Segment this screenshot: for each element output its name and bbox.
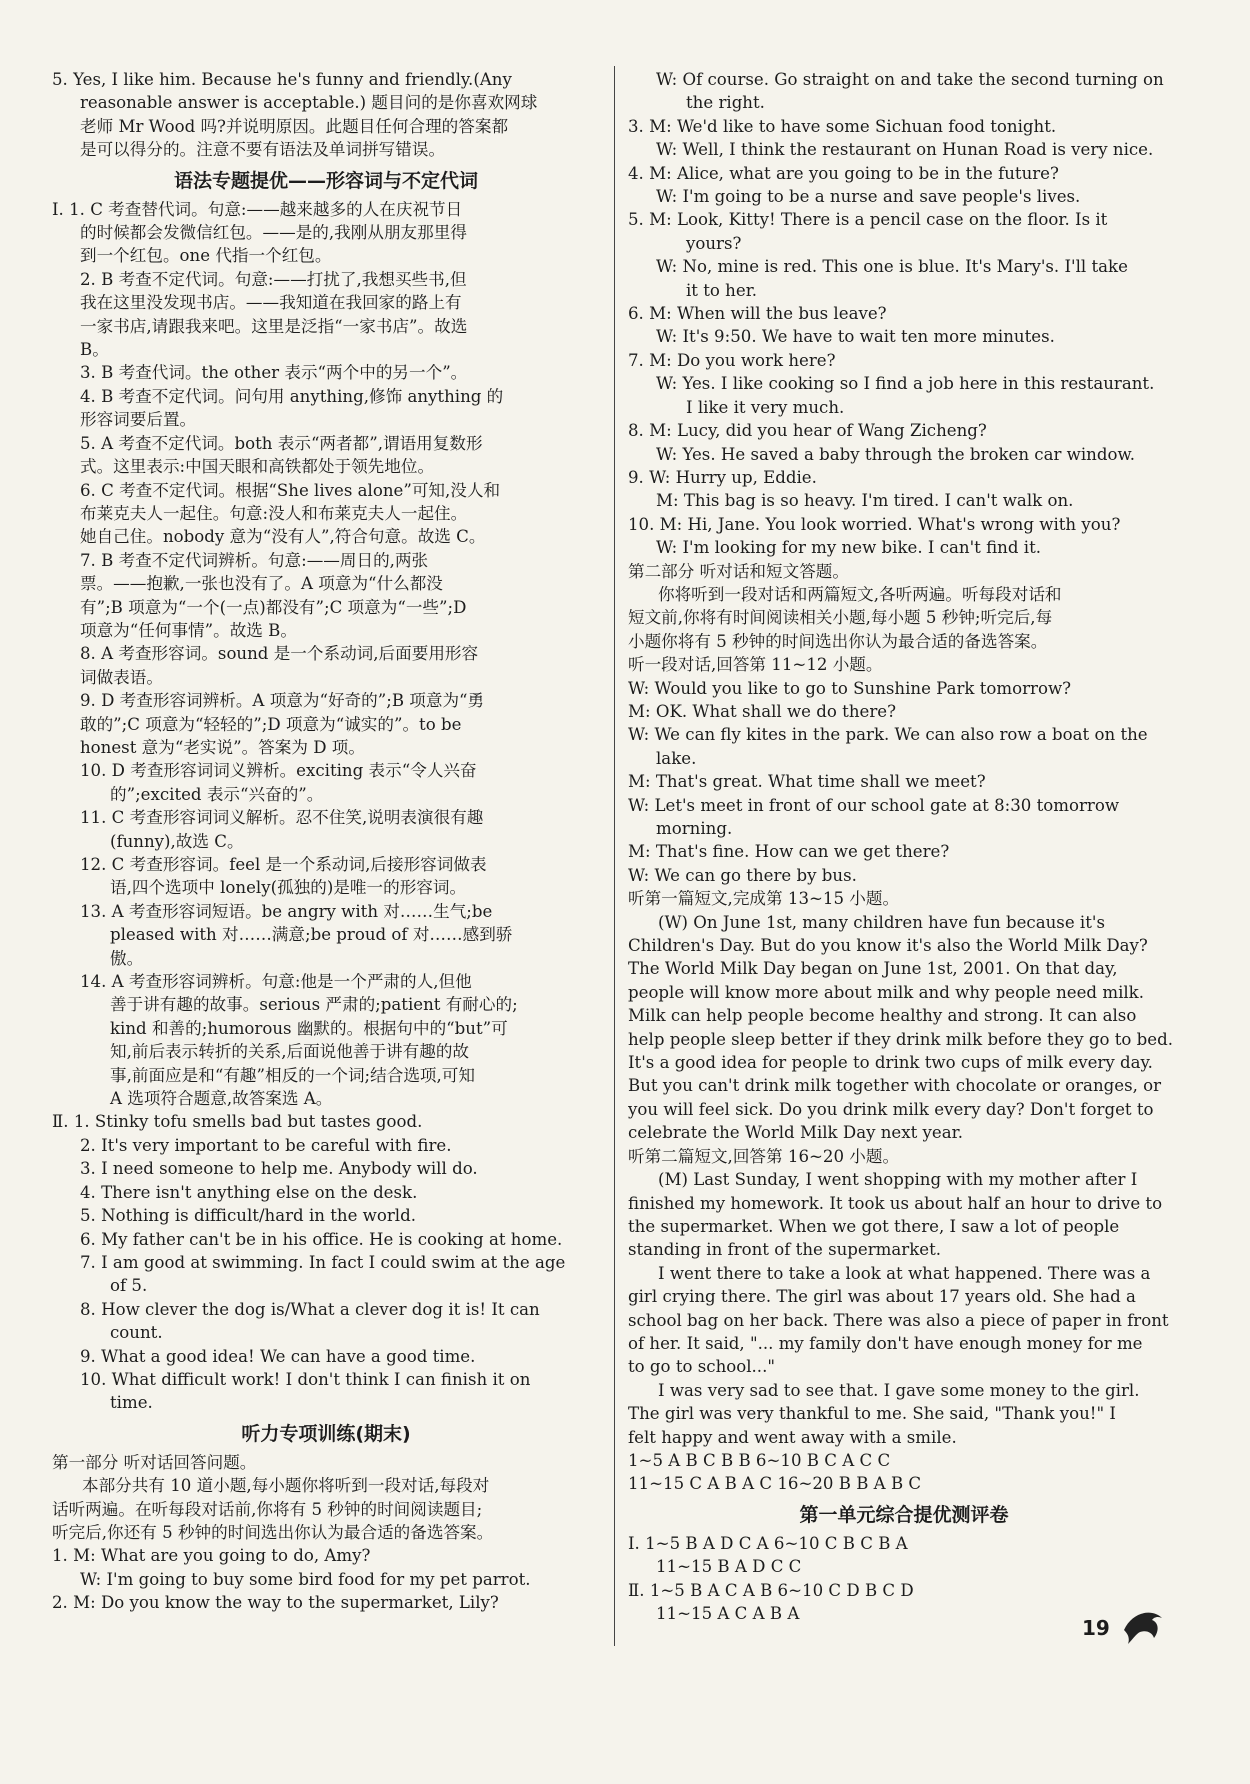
text-line: W: Let's meet in front of our school gate at 8:30 tomorrow	[628, 795, 1120, 815]
text-line: M: That's fine. How can we get there?	[628, 842, 950, 862]
text-line: The girl was very thankful to me. She said, "Thank you!" I	[628, 1404, 1116, 1424]
text-line: A 选项符合题意,故答案选 A。	[110, 1089, 333, 1109]
text-line: 傲。	[110, 948, 144, 968]
text-line: 我在这里没发现书店。——我知道在我回家的路上有	[80, 293, 462, 313]
text-line: 10. D 考查形容词词义辨析。exciting 表示“令人兴奋	[80, 761, 477, 781]
text-line: 的”;excited 表示“兴奋的”。	[110, 784, 324, 804]
text-line: But you can't drink milk together with chocolate or oranges, or	[628, 1076, 1162, 1096]
text-line: 1. M: What are you going to do, Amy?	[52, 1546, 371, 1566]
text-line: 5. Yes, I like him. Because he's funny and friendly.(Any	[52, 70, 512, 89]
text-line: 6. M: When will the bus leave?	[628, 304, 887, 324]
text-line: 9. D 考查形容词辨析。A 项意为“好奇的”;B 项意为“勇	[80, 691, 485, 711]
text-line: Ⅱ. 1. Stinky tofu smells bad but tastes good.	[52, 1112, 423, 1132]
text-line: people will know more about milk and why people need milk.	[628, 982, 1145, 1002]
text-line: to go to school..."	[628, 1357, 775, 1377]
text-line: 善于讲有趣的故事。serious 严肃的;patient 有耐心的;	[110, 995, 518, 1015]
text-line: the right.	[686, 93, 765, 113]
text-line: felt happy and went away with a smile.	[628, 1427, 957, 1447]
text-line: 2. It's very important to be careful with fire.	[80, 1135, 452, 1155]
text-line: 2. M: Do you know the way to the supermarket, Lily?	[52, 1593, 499, 1613]
text-line: W: It's 9:50. We have to wait ten more minutes.	[656, 327, 1055, 347]
text-line: 5. M: Look, Kitty! There is a pencil case on the floor. Is it	[628, 210, 1108, 230]
text-line: yours?	[686, 233, 742, 253]
text-line: 听一段对话,回答第 11~12 小题。	[628, 655, 883, 675]
text-line: honest 意为“老实说”。答案为 D 项。	[80, 737, 365, 757]
text-line: 7. I am good at swimming. In fact I could swim at the age	[80, 1252, 566, 1272]
text-line: 的时候都会发微信红包。——是的,我刚从朋友那里得	[80, 223, 467, 243]
text-line: Children's Day. But do you know it's also the World Milk Day?	[628, 936, 1148, 956]
text-line: 8. How clever the dog is/What a clever dog it is! It can	[80, 1299, 540, 1319]
text-line: W: We can go there by bus.	[628, 865, 857, 885]
text-line: help people sleep better if they drink milk before they go to bed.	[628, 1029, 1174, 1049]
text-line: the supermarket. When we got there, I saw a lot of people	[628, 1216, 1120, 1236]
text-line: Ⅰ. 1~5 B A D C A 6~10 C B C B A	[628, 1533, 908, 1553]
text-line: 4. M: Alice, what are you going to be in the future?	[628, 163, 1059, 183]
text-line: 13. A 考查形容词短语。be angry with 对……生气;be	[80, 901, 493, 921]
text-line: standing in front of the supermarket.	[628, 1240, 942, 1260]
text-line: 有”;B 项意为“一个(一点)都没有”;C 项意为“一些”;D	[80, 597, 467, 617]
text-line: 一家书店,请跟我来吧。这里是泛指“一家书店”。故选	[80, 316, 468, 336]
text-line: I went there to take a look at what happened. There was a	[658, 1263, 1151, 1283]
text-line: 3. B 考查代词。the other 表示“两个中的另一个”。	[80, 363, 468, 383]
text-line: finished my homework. It took us about half an hour to drive to	[628, 1193, 1163, 1213]
text-line: 本部分共有 10 道小题,每小题你将听到一段对话,每段对	[82, 1476, 490, 1496]
text-line: kind 和善的;humorous 幽默的。根据句中的“but”可	[110, 1018, 508, 1038]
text-line: Ⅱ. 1~5 B A C A B 6~10 C D B C D	[628, 1580, 914, 1600]
column-divider	[614, 66, 615, 1646]
text-line: 短文前,你将有时间阅读相关小题,每小题 5 秒钟;听完后,每	[628, 608, 1053, 628]
text-line: 3. M: We'd like to have some Sichuan food tonight.	[628, 116, 1057, 136]
text-line: of 5.	[110, 1276, 148, 1296]
text-line: I like it very much.	[686, 397, 845, 417]
text-line: 敢的”;C 项意为“轻轻的”;D 项意为“诚实的”。to be	[80, 714, 462, 734]
text-line: 10. M: Hi, Jane. You look worried. What's wrong with you?	[628, 514, 1121, 534]
text-line: count.	[110, 1323, 163, 1343]
text-line: W: Of course. Go straight on and take the second turning on	[656, 70, 1164, 89]
text-line: W: Yes. He saved a baby through the broken car window.	[656, 444, 1135, 464]
text-line: lake.	[656, 748, 697, 768]
text-line: school bag on her back. There was also a piece of paper in front	[628, 1310, 1169, 1330]
text-line: 4. B 考查不定代词。问句用 anything,修饰 anything 的	[80, 386, 504, 406]
text-line: 第一部分 听对话回答问题。	[52, 1452, 257, 1472]
text-line: reasonable answer is acceptable.) 题目问的是你喜欢网球	[80, 93, 538, 113]
text-line: W: I'm looking for my new bike. I can't find it.	[656, 538, 1042, 558]
text-line: 5. Nothing is difficult/hard in the world.	[80, 1206, 416, 1226]
text-line: I was very sad to see that. I gave some money to the girl.	[658, 1380, 1140, 1400]
text-line: 话听两遍。在听每段对话前,你将有 5 秒钟的时间阅读题目;	[52, 1499, 483, 1519]
text-line: 听第一篇短文,完成第 13~15 小题。	[628, 889, 900, 909]
text-line: 你将听到一段对话和两篇短文,各听两遍。听每段对话和	[658, 584, 1062, 604]
text-line: 式。这里表示:中国天眼和高铁都处于领先地位。	[80, 457, 435, 477]
text-line: W: I'm going to be a nurse and save people's lives.	[656, 187, 1081, 207]
text-line: 9. W: Hurry up, Eddie.	[628, 467, 817, 487]
text-line: W: Yes. I like cooking so I find a job here in this restaurant.	[656, 374, 1155, 394]
text-line: 11. C 考查形容词词义解析。忍不住笑,说明表演很有趣	[80, 808, 484, 828]
left-column	[52, 68, 600, 1615]
text-line: morning.	[656, 819, 733, 838]
text-line: B。	[80, 340, 109, 360]
text-line: 项意为“任何事情”。故选 B。	[80, 620, 297, 640]
text-line: M: OK. What shall we do there?	[628, 701, 896, 721]
text-line: 她自己住。nobody 意为“没有人”,符合句意。故选 C。	[80, 527, 486, 547]
text-line: pleased with 对……满意;be proud of 对……感到骄	[110, 925, 513, 945]
text-line: 是可以得分的。注意不要有语法及单词拼写错误。	[80, 140, 446, 160]
text-line: (funny),故选 C。	[110, 831, 244, 851]
text-line: W: Well, I think the restaurant on Hunan Road is very nice.	[656, 140, 1154, 160]
text-line: W: We can fly kites in the park. We can also row a boat on the	[628, 725, 1148, 745]
text-line: 7. M: Do you work here?	[628, 350, 836, 370]
text-line: (M) Last Sunday, I went shopping with my mother after I	[658, 1170, 1138, 1190]
text-line: M: This bag is so heavy. I'm tired. I can't walk on.	[656, 491, 1074, 511]
text-line: 8. A 考查形容词。sound 是一个系动词,后面要用形容	[80, 644, 479, 664]
text-line: girl crying there. The girl was about 17 years old. She had a	[628, 1287, 1136, 1307]
text-line: 12. C 考查形容词。feel 是一个系动词,后接形容词做表	[80, 855, 487, 874]
right-column	[628, 68, 1180, 1625]
text-line: 形容词要后置。	[80, 410, 197, 430]
text-line: W: No, mine is red. This one is blue. It's Mary's. I'll take	[656, 257, 1128, 277]
text-line: 事,前面应是和“有趣”相反的一个词;结合选项,可知	[110, 1065, 475, 1085]
text-line: 5. A 考查不定代词。both 表示“两者都”,谓语用复数形	[80, 433, 483, 453]
text-line: 8. M: Lucy, did you hear of Wang Zicheng?	[628, 421, 987, 441]
text-line: of her. It said, "... my family don't have enough money for me	[628, 1333, 1143, 1353]
text-line: 6. My father can't be in his office. He is cooking at home.	[80, 1229, 563, 1249]
text-line: 老师 Mr Wood 吗?并说明原因。此题目任何合理的答案都	[80, 116, 509, 136]
text-line: The World Milk Day began on June 1st, 2001. On that day,	[628, 959, 1118, 979]
text-line: Milk can help people become healthy and strong. It can also	[628, 1006, 1137, 1026]
text-line: 9. What a good idea! We can have a good time.	[80, 1346, 476, 1366]
text-line: W: Would you like to go to Sunshine Park tomorrow?	[628, 678, 1072, 698]
text-line: 11~15 B A D C C	[656, 1557, 802, 1577]
text-line: 到一个红包。one 代指一个红包。	[80, 246, 332, 266]
text-line: 1~5 A B C B B 6~10 B C A C C	[628, 1450, 891, 1470]
section-title: 第一单元综合提优测评卷	[799, 1503, 1009, 1526]
text-line: M: That's great. What time shall we meet?	[628, 772, 986, 792]
text-line: it to her.	[686, 280, 758, 300]
text-line: 7. B 考查不定代词辨析。句意:——周日的,两张	[80, 550, 429, 570]
text-line: 6. C 考查不定代词。根据“She lives alone”可知,没人和	[80, 480, 501, 500]
text-line: time.	[110, 1393, 153, 1413]
dolphin-logo-icon	[1118, 1600, 1170, 1652]
text-line: 词做表语。	[80, 667, 163, 687]
text-line: 第二部分 听对话和短文答题。	[628, 561, 849, 581]
section-title: 语法专题提优——形容词与不定代词	[173, 169, 478, 192]
text-line: 票。——抱歉,一张也没有了。A 项意为“什么都没	[80, 574, 443, 594]
text-line: (W) On June 1st, many children have fun because it's	[658, 912, 1105, 932]
text-line: 听完后,你还有 5 秒钟的时间选出你认为最合适的备选答案。	[52, 1522, 494, 1542]
section-title: 听力专项训练(期末)	[241, 1422, 411, 1445]
text-line: 10. What difficult work! I don't think I can finish it on	[80, 1369, 531, 1389]
text-line: 听第二篇短文,回答第 16~20 小题。	[628, 1146, 900, 1166]
text-line: celebrate the World Milk Day next year.	[628, 1123, 964, 1143]
text-line: 知,前后表示转折的关系,后面说他善于讲有趣的故	[110, 1042, 470, 1062]
text-line: you will feel sick. Do you drink milk every day? Don't forget to	[628, 1099, 1154, 1119]
text-line: 14. A 考查形容词辨析。句意:他是一个严肃的人,但他	[80, 972, 472, 992]
text-line: W: I'm going to buy some bird food for my pet parrot.	[80, 1569, 531, 1589]
text-line: Ⅰ. 1. C 考查替代词。句意:——越来越多的人在庆祝节日	[52, 199, 463, 219]
text-line: 11~15 C A B A C 16~20 B B A B C	[628, 1474, 922, 1494]
text-line: 2. B 考查不定代词。句意:——打扰了,我想买些书,但	[80, 269, 467, 289]
text-line: 语,四个选项中 lonely(孤独的)是唯一的形容词。	[110, 878, 467, 898]
page-number: 19	[1082, 1616, 1110, 1640]
text-line: 小题你将有 5 秒钟的时间选出你认为最合适的备选答案。	[628, 631, 1048, 651]
text-line: 3. I need someone to help me. Anybody will do.	[80, 1159, 478, 1179]
text-line: 4. There isn't anything else on the desk.	[80, 1182, 418, 1202]
text-line: 11~15 A C A B A	[656, 1604, 800, 1623]
text-line: 布莱克夫人一起住。句意:没人和布莱克夫人一起住。	[80, 503, 468, 523]
text-line: It's a good idea for people to drink two cups of milk every day.	[628, 1053, 1153, 1073]
